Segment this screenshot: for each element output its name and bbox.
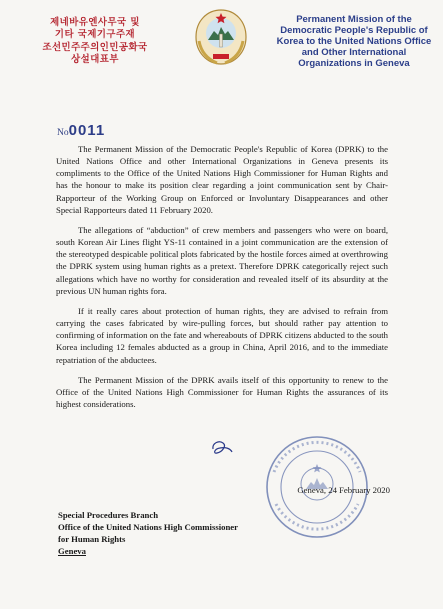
korean-line: 제네바유엔사무국 및 [50,17,140,28]
addressee-city: Geneva [58,546,86,557]
english-line: Democratic People's Republic of [280,25,428,36]
addressee-block [58,509,318,557]
body-paragraph: The Permanent Mission of the Democratic People's Republic of Korea (DPRK) to the United Nations Office and other International Organizations in Geneva presents its compliments to the Office of the United Nations High Commissioner for Human Rights and has the honour to make its position clear regarding a joint communication sent by Chair-Rapporteur of the Working Group on Enforced or Involuntary Disappearances and other Special Rapporteurs dated 11 February 2020. [56,144,388,215]
body-paragraph: The allegations of “abduction” of crew members and passengers who were on board, south Korean Air Lines flight YS-11 contained in a joint communication are the extension of the stereotyped despicable political plots fabricated by the hostile forces aimed at overthrowing the DPRK system using human rights as a pretext. Therefore DPRK categorically reject such allegations which have no worthy for consideration and revealed itself of its absurdity at the previous UN human rights fora. [56,224,388,296]
reference-number [57,122,105,139]
english-line: Permanent Mission of the [296,14,412,25]
addressee-line: for Human Rights [58,534,126,545]
english-line: and Other International [301,47,407,58]
english-line: Korea to the United Nations Office [276,36,432,47]
letter-date: Geneva, 24 February 2020 [297,485,390,495]
korean-line: 상설대표부 [71,54,119,66]
reference-digits: 0011 [68,122,106,139]
korean-line: 기타 국제기구주재 [54,29,136,41]
korean-line: 조선민주주의인민공화국 [42,41,148,53]
body-paragraph: The Permanent Mission of the DPRK avails itself of this opportunity to renew to the Office of the United Nations High Commissioner for Human Rights the assurances of its highest considerations. [56,374,388,409]
handwritten-initial-icon [208,437,236,459]
letter-body [56,143,388,418]
national-emblem-icon [190,7,252,69]
reference-prefix: No [57,128,69,138]
addressee-line: Office of the United Nations High Commissioner [58,522,239,533]
body-paragraph: If it really cares about protection of human rights, they are advised to refrain from carrying the cases fabricated by wire-pulling forces, but should rather pay attention to confirming of information on the fate and whereabouts of DPRK citizens abducted to the south Korea including 12 females abducted as a group in China, April 2016, and to the immediate repatriation of the abductees. [56,305,388,365]
addressee-line: Special Procedures Branch [58,510,159,520]
mission-name-korean [10,17,180,67]
mission-name-english [272,14,436,69]
english-line: Organizations in Geneva [298,58,410,69]
